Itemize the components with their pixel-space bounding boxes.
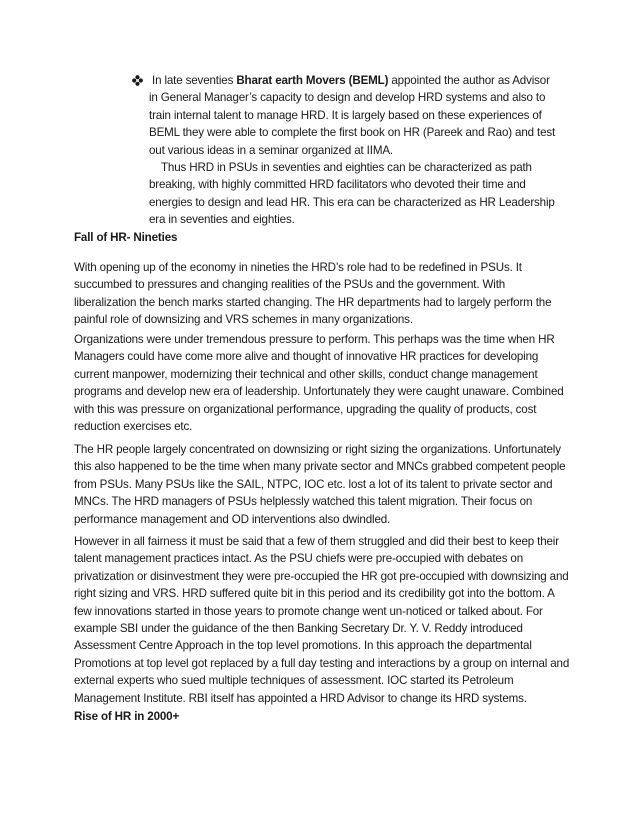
bullet-intro-bold: Bharat earth Movers (BEML) <box>236 74 389 87</box>
paragraph-1: With opening up of the economy in nineties the HRD’s role had to be redefined in PSUs. It succumbed to pressures and changing realities of the PSUs and the government. With liberalization the bench marks started changing. The HR departments had to largely perform the painful role of downsizing and VRS schemes in many organizations. <box>74 261 552 327</box>
bullet-paragraph <box>149 72 561 159</box>
bullet-second-text: Thus HRD in PSUs in seventies and eighties can be characterized as path breaking, with highly committed HRD facilitators who devoted their time and energies to design and lead HR. This era can be characterized as HR Leadership era in seventies and eighties. <box>149 161 555 227</box>
rise-heading: Rise of HR in 2000+ <box>74 710 180 723</box>
bullet-second-paragraph <box>149 159 561 229</box>
bullet-intro-post: appointed the author as Advisor in General Manager’s capacity to design and develop HRD systems and also to train internal talent to manage HRD. It is largely based on these experiences of BEML they were able to complete the first book on HR (Pareek and Rao) and test out various ideas in a seminar organized at IIMA. <box>149 74 556 157</box>
paragraph-2: Organizations were under tremendous pressure to perform. This perhaps was the time when HR Managers could have come more alive and thought of innovative HR practices for developing current manpower, modernizing their technical and other skills, conduct change management programs and develop new era of leadership. Unfortunately they were caught unaware. Combined with this was pressure on organizational performance, upgrading the quality of products, cost reduction exercises etc. <box>74 333 564 434</box>
bullet-intro-pre: In late seventies <box>152 74 237 87</box>
bullet-item <box>149 72 561 229</box>
diamond-bullet-icon <box>131 72 145 89</box>
paragraph-4: However in all fairness it must be said that a few of them struggled and did their best to keep their talent management practices intact. As the PSU chiefs were pre-occupied with debates on privatization or disinvestment they were pre-occupied the HR got pre-occupied with downsizing and right sizing and VRS. HRD suffered quite bit in this period and its credibility got into the bottom. A few innovations started in those years to promote change went un-noticed or talked about. For example SBI under the guidance of the then Banking Secretary Dr. Y. V. Reddy introduced Assessment Centre Approach in the top level promotions. In this approach the departmental Promotions at top level got replaced by a full day testing and interactions by a group on internal and external experts who sued multiple techniques of assessment. IOC started its Petroleum Management Institute. RBI itself has appointed a HRD Advisor to change its HRD systems. <box>74 535 570 705</box>
fall-heading: Fall of HR- Nineties <box>74 231 178 244</box>
paragraph-3: The HR people largely concentrated on downsizing or right sizing the organizations. Unfortunately this also happened to be the time when many private sector and MNCs grabbed competent people from PSUs. Many PSUs like the SAIL, NTPC, IOC etc. lost a lot of its talent to private sector and MNCs. The HRD managers of PSUs helplessly watched this talent migration. Their focus on performance management and OD interventions also dwindled. <box>74 443 566 526</box>
